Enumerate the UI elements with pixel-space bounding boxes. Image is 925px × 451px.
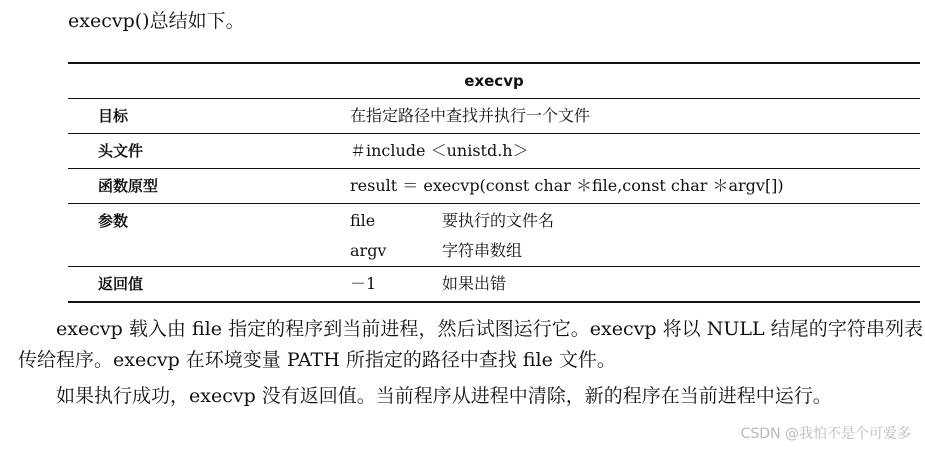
param-item-file: [350, 206, 920, 236]
param-name: argv: [350, 241, 387, 260]
param-name: file: [350, 211, 376, 230]
row-value: [350, 204, 920, 266]
execvp-summary-table: [68, 62, 920, 303]
table-row-prototype: [68, 169, 920, 204]
return-desc: 如果出错: [442, 274, 507, 293]
table-row-header-file: [68, 134, 920, 169]
paragraph-description: execvp 载入由 file 指定的程序到当前进程，然后试图运行它。execvp 将以 NULL 结尾的字符串列表传给程序。execvp 在环境变量 PATH 所指定的路径中查找 file 文件。: [18, 318, 923, 371]
row-value: result ＝ execvp(const char ＊file,const char ＊argv[]): [350, 176, 784, 195]
row-value: ＃include ＜unistd.h＞: [350, 141, 529, 160]
table-row-target: [68, 99, 920, 134]
watermark: CSDN @我怕不是个可爱多: [740, 426, 911, 442]
param-desc: 要执行的文件名: [442, 211, 555, 230]
row-value: 在指定路径中查找并执行一个文件: [350, 106, 591, 125]
row-label: 目标: [98, 107, 129, 125]
intro-text: execvp()总结如下。: [68, 10, 245, 32]
table-row-params: [68, 204, 920, 267]
table-title: execvp: [68, 64, 920, 99]
param-desc: 字符串数组: [442, 241, 523, 260]
return-value: －1: [350, 274, 377, 293]
row-label: 返回值: [98, 275, 144, 293]
row-value: [350, 267, 920, 301]
row-label: 函数原型: [98, 177, 159, 195]
return-item: [350, 267, 920, 301]
param-item-argv: [350, 236, 920, 266]
row-label: 参数: [98, 212, 129, 230]
table-row-return: [68, 267, 920, 301]
paragraph-success: 如果执行成功，execvp 没有返回值。当前程序从进程中清除，新的程序在当前进程中运行。: [56, 385, 832, 407]
row-label: 头文件: [98, 142, 144, 160]
